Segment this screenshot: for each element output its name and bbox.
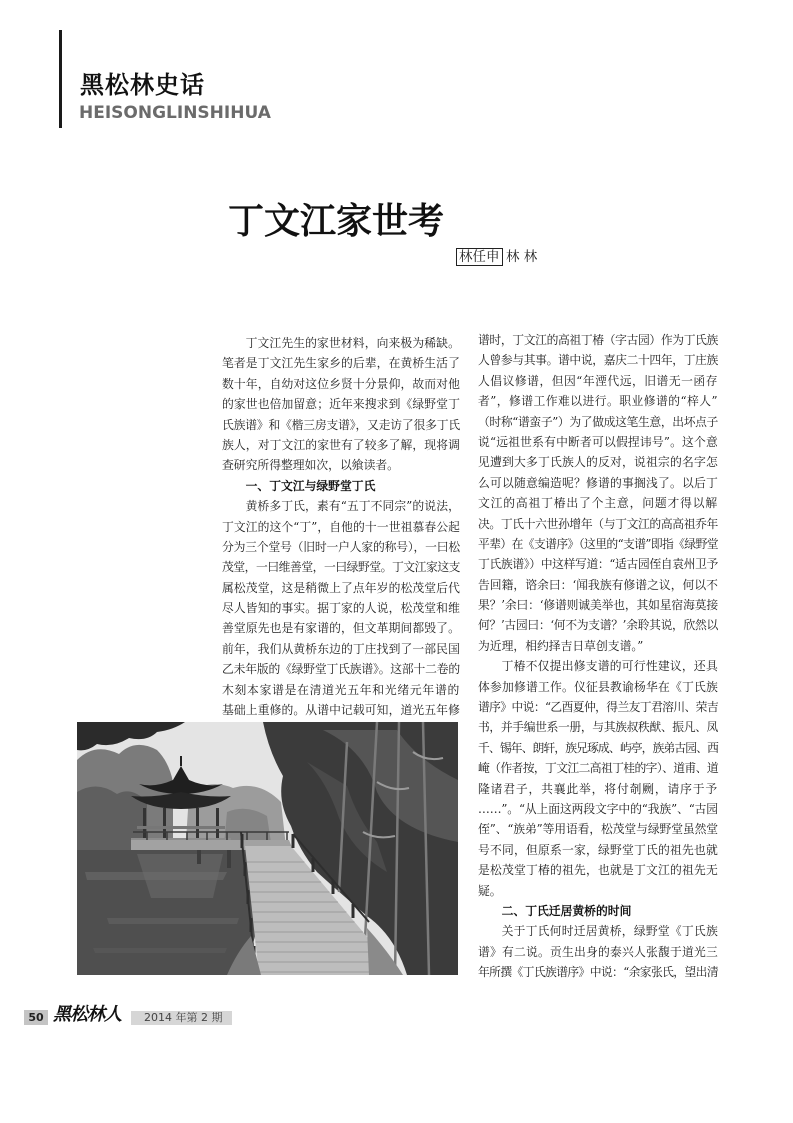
- text-line: [478, 860, 718, 880]
- text-line: [222, 353, 460, 373]
- text-line: [222, 415, 460, 435]
- text-line: [478, 738, 718, 758]
- text-line: [478, 452, 718, 472]
- text-line-content: 谱》有二说。贡生出身的泰兴人张馥于道光三: [478, 944, 718, 959]
- text-line: [222, 598, 460, 618]
- text-line: [478, 697, 718, 717]
- text-line-content: 前年，我们从黄桥东边的丁庄找到了一部民国: [222, 641, 460, 656]
- text-line: [478, 881, 718, 901]
- text-line-content: 千、锡年、朗轩，族兄琢成、屿亭，族弟古园、西: [478, 740, 718, 755]
- text-line-content: 决。丁氏十六世孙增年（与丁文江的高高祖乔年: [478, 516, 718, 531]
- section-heading: [222, 476, 460, 496]
- text-line: [222, 374, 460, 394]
- text-line: [222, 700, 460, 720]
- text-line-content: 体参加修谱工作。仪征县教谕杨华在《丁氏族: [478, 679, 718, 694]
- text-line-content: 属松茂堂，这是稍微上了点年岁的松茂堂后代: [222, 580, 460, 595]
- section-heading: [478, 901, 718, 921]
- text-line: [478, 432, 718, 452]
- text-line-content: 数十年，自幼对这位乡贤十分景仰，故而对他: [222, 376, 460, 391]
- text-line-content: 善堂原先也是有家谱的，但文革期间都毁了。: [222, 621, 460, 636]
- text-line-content: 平辈）在《支谱序》（这里的“支谱”即指《绿野堂: [478, 536, 718, 551]
- text-line-content: 丁氏族谱》）中这样写道：“适古园侄自袁州卫予: [478, 557, 718, 572]
- text-line: [222, 455, 460, 475]
- text-line: [478, 391, 718, 411]
- text-line-content: 笔者是丁文江先生家乡的后辈，在黄桥生活了: [222, 356, 460, 371]
- text-line: [478, 779, 718, 799]
- text-line: [478, 962, 718, 982]
- text-line: [478, 534, 718, 554]
- text-line-content: 者”，修谱工作难以进行。职业修谱的“梓人”: [478, 394, 718, 409]
- text-line-content: 氏族谱》和《楷三房支谱》，又走访了很多丁氏: [222, 417, 460, 432]
- text-line: [478, 819, 718, 839]
- right-text-column: [478, 330, 718, 983]
- text-line-content: 人倡议修谱，但因“年湮代远，旧谱无一函存: [478, 373, 718, 388]
- text-line-content: 木刻本家谱是在清道光五年和光绪元年谱的: [222, 682, 460, 697]
- text-line-content: 告回籍，谘余曰：‘闻我族有修谱之议，何以不: [478, 577, 718, 592]
- text-line: [478, 493, 718, 513]
- text-line-content: 侄”、“族弟”等用语看，松茂堂与绿野堂虽然堂: [478, 822, 718, 837]
- left-text-column: [222, 333, 460, 720]
- text-line-content: 果？’余曰：‘修谱则诚美举也，其如星宿海莫接: [478, 598, 718, 613]
- text-line: [222, 659, 460, 679]
- section-title: 黑松林史话: [80, 71, 205, 99]
- section-heading-text: 二、丁氏迁居黄桥的时间: [501, 903, 632, 918]
- text-line-content: 黄桥多丁氏，素有“五丁不同宗”的说法，: [245, 499, 460, 514]
- section-pinyin: HEISONGLINSHIHUA: [79, 103, 271, 123]
- text-line: [222, 435, 460, 455]
- text-line-content: 书，并手编世系一册，与其族叔秩猷、振凡、凤: [478, 720, 718, 735]
- text-line: [478, 575, 718, 595]
- section-heading-text: 一、丁文江与绿野堂丁氏: [245, 478, 376, 493]
- text-line: [478, 840, 718, 860]
- text-line-content: 茂堂，一曰维善堂，一曰绿野堂。丁文江家这支: [222, 560, 460, 575]
- text-line: [478, 615, 718, 635]
- text-line-content: 分为三个堂号（旧时一户人家的称号），一曰松: [222, 539, 460, 554]
- text-line: [478, 636, 718, 656]
- text-line: [478, 371, 718, 391]
- text-line-content: （时称“谱蛮子”）为了做成这笔生意，出坏点子: [478, 414, 718, 429]
- author-second: 林 林: [506, 249, 538, 265]
- text-line: [222, 680, 460, 700]
- text-line-content: 见遭到大多丁氏族人的反对，说祖宗的名字怎: [478, 455, 718, 470]
- page-number: 50: [24, 1010, 48, 1025]
- text-line: [222, 394, 460, 414]
- section-accent-bar: [59, 30, 62, 128]
- pavilion-photo-graphic: [77, 722, 458, 975]
- text-line: [478, 799, 718, 819]
- text-line-content: 说“远祖世系有中断者可以假捏讳号”。这个意: [478, 434, 718, 449]
- text-line-content: 丁文江先生的家世材料，向来极为稀缺。: [245, 336, 460, 350]
- text-line-content: 崦（作者按，丁文江二高祖丁桂的字）、道甫、道: [478, 761, 718, 776]
- text-line: [478, 921, 718, 941]
- issue-label: 2014 年第 2 期: [131, 1011, 232, 1025]
- pavilion-photo: [77, 722, 458, 975]
- text-line-content: 的家世也倍加留意；近年来搜求到《绿野堂丁: [222, 397, 460, 412]
- paragraph: [222, 496, 460, 720]
- text-line: [222, 537, 460, 557]
- text-line-content: 隆诸君子，共襄此举，将付剞劂，请序于予: [478, 781, 718, 796]
- text-line: [478, 350, 718, 370]
- text-line: [478, 595, 718, 615]
- text-line: [222, 333, 460, 353]
- text-line: [478, 554, 718, 574]
- text-line: [222, 578, 460, 598]
- text-line-content: 基础上重修的。从谱中记载可知，道光五年修: [222, 703, 460, 718]
- text-line-content: 族人，对丁文江的家世有了较多了解，现将调: [222, 437, 460, 452]
- magazine-logo: 黑松林人: [53, 1004, 121, 1025]
- text-line-content: 谱时，丁文江的高祖丁椿（字古园）作为丁氏族: [478, 333, 718, 347]
- text-line: [222, 639, 460, 659]
- text-line-content: 年所撰《丁氏族谱序》中说：“余家张氏，望出清: [478, 965, 718, 980]
- text-line-content: 乙未年版的《绿野堂丁氏族谱》。这部十二卷的: [222, 662, 460, 677]
- text-line-content: 丁椿不仅提出修支谱的可行性建议，还具: [501, 659, 718, 674]
- text-line: [222, 618, 460, 638]
- text-line: [478, 717, 718, 737]
- text-line-content: 文江的高祖丁椿出了个主意，问题才得以解: [478, 496, 718, 511]
- text-line-content: 人曾参与其事。谱中说，嘉庆二十四年，丁庄族: [478, 353, 718, 368]
- text-line-content: ……”。“从上面这两段文字中的“我族”、“古园: [478, 801, 718, 816]
- text-line: [222, 496, 460, 516]
- article-title: 丁文江家世考: [228, 201, 445, 242]
- text-line-content: 么可以随意编造呢？修谱的事搁浅了。以后丁: [478, 475, 718, 490]
- author-boxed: 林任申: [456, 248, 503, 266]
- text-line-content: 号不同，但原系一家，绿野堂丁氏的祖先也就: [478, 842, 718, 857]
- text-line-content: 尽人皆知的事实。据丁家的人说，松茂堂和维: [222, 601, 460, 616]
- text-line: [478, 514, 718, 534]
- paragraph: [222, 333, 460, 476]
- paragraph: [478, 330, 718, 656]
- text-line: [478, 758, 718, 778]
- text-line: [478, 656, 718, 676]
- text-line-content: 是松茂堂丁椿的祖先，也就是丁文江的祖先无: [478, 863, 718, 878]
- text-line: [222, 557, 460, 577]
- text-line-content: 何？’古园曰：‘何不为支谱？’余聆其说，欣然以: [478, 618, 718, 633]
- text-line-content: 查研究所得整理如次，以飨读者。: [222, 458, 399, 473]
- text-line-content: 关于丁氏何时迁居黄桥，绿野堂《丁氏族: [501, 924, 718, 939]
- text-line: [478, 473, 718, 493]
- text-line: [478, 942, 718, 962]
- text-line-content: 谱序》中说：“乙酉夏仲，得兰友丁君溶川、荣吉: [478, 700, 718, 715]
- text-line-content: 为近理，相约择吉日草创支谱。”: [478, 638, 644, 653]
- text-line-content: 疑。: [478, 883, 502, 898]
- text-line-content: 丁文江的这个“丁”，自他的十一世祖慕春公起: [222, 519, 460, 534]
- text-line: [222, 517, 460, 537]
- text-line: [478, 412, 718, 432]
- paragraph: [478, 921, 718, 982]
- text-line: [478, 330, 718, 350]
- text-line: [478, 677, 718, 697]
- paragraph: [478, 656, 718, 901]
